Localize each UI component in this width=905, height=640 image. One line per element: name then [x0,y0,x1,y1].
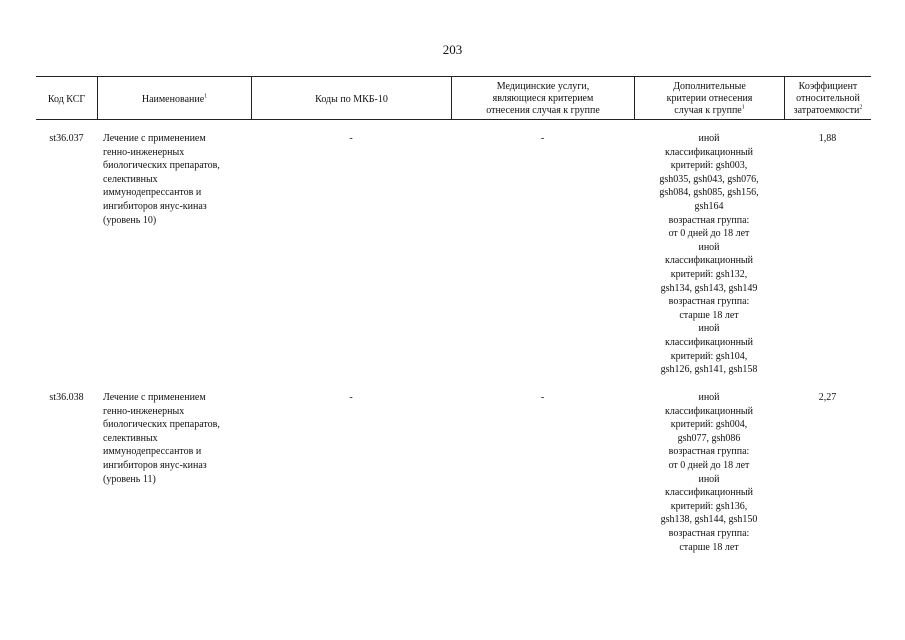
row-name [97,132,251,377]
cell-line: иной [698,392,720,403]
header-text [315,94,388,106]
cell-line: gsh035, gsh043, gsh076, [659,173,759,185]
cell-line: генно-инженерных [103,146,185,158]
header-line: Дополнительные [673,81,746,92]
header-text [142,94,207,106]
row-code: st36.038 [49,392,84,403]
row-additional-criteria [634,391,784,554]
header-additional-criteria [634,77,784,119]
cell-line: генно-инженерных [103,405,185,417]
row-medical-services: - [540,133,545,144]
cell-line: иной [698,241,720,253]
cell-line: критерий: gsh003, [670,160,748,172]
cell-line: gsh138, gsh144, gsh150 [660,514,758,526]
header-code [36,77,97,119]
table-header [36,76,871,120]
footnote-marker: 1 [204,93,208,100]
cell-line: критерий: gsh104, [670,350,748,362]
header-line: Код КСГ [47,94,86,105]
cell-line: возрастная группа: [668,446,750,458]
cell-line: селективных [103,173,158,185]
cell-line: иммунодепрессантов и [103,187,202,199]
cell-line: gsh126, gsh141, gsh158 [660,364,758,376]
cell-line: gsh084, gsh085, gsh156, [659,187,759,199]
cell-line: критерий: gsh004, [670,419,748,431]
row-icd-codes: - [349,133,353,144]
row-medical-services: - [540,392,545,403]
cell-line: иной [698,323,720,335]
cell-line: возрастная группа: [668,527,750,539]
header-coefficient [784,77,871,119]
row-coefficient: 1,88 [818,133,837,144]
cell-line: ингибиторов янус-киназ [103,459,207,471]
cell-line: классификационный [665,336,753,348]
cell-line: иной [698,133,720,144]
row-code: st36.037 [49,133,84,144]
table-row [36,132,871,377]
header-line: Наименование$^1$ [141,93,208,105]
cell-line: от 0 дней до 18 лет [668,459,750,471]
cell-line: (уровень 10) [103,214,157,226]
cell-line: Лечение с применением [103,392,206,403]
header-line: относительной [796,93,860,104]
header-text [667,81,753,117]
header-text [794,81,863,117]
page-number: 203 [442,42,463,57]
cell-line: иммунодепрессантов и [103,446,202,458]
cell-line: возрастная группа: [668,214,750,226]
cell-line: иной [698,473,720,485]
header-icd-codes [251,77,451,119]
cell-line: (уровень 11) [103,473,156,485]
cell-line: классификационный [665,405,753,417]
header-line: являющиеся критерием [492,93,594,104]
cell-line: Лечение с применением [103,133,206,144]
table-row [36,391,871,554]
cell-line: старше 18 лет [679,309,739,321]
cell-line: классификационный [665,487,753,499]
header-line: случая к группе$^1$ [674,104,745,116]
footnote-marker: 1 [741,104,745,111]
header-line: затратоемкости$^2$ [793,104,863,116]
header-line: Коды по МКБ-10 [315,94,388,105]
cell-line: критерий: gsh132, [670,268,748,280]
cell-line: старше 18 лет [679,541,739,553]
cell-line: gsh164 [694,200,724,212]
row-icd-codes: - [349,392,353,403]
cell-line: gsh134, gsh143, gsh149 [660,282,758,294]
header-text [486,81,600,117]
header-name [97,77,251,119]
row-additional-criteria [634,132,784,377]
header-line: отнесения случая к группе [486,105,600,116]
cell-line: критерий: gsh136, [670,500,748,512]
footnote-marker: 2 [859,104,863,111]
cell-line: ингибиторов янус-киназ [103,200,207,212]
row-coefficient: 2,27 [818,392,837,403]
header-line: Медицинские услуги, [496,81,590,92]
header-text [48,94,85,106]
header-line: Коэффициент [798,81,858,92]
cell-line: gsh077, gsh086 [677,432,741,444]
cell-line: классификационный [665,146,753,158]
header-medical-services [451,77,634,119]
cell-line: возрастная группа: [668,296,750,308]
cell-line: биологических препаратов, [103,160,220,172]
cell-line: селективных [103,432,158,444]
header-line: критерии отнесения [666,93,753,104]
cell-line: биологических препаратов, [103,419,220,431]
cell-line: от 0 дней до 18 лет [668,228,750,240]
row-name [97,391,251,554]
cell-line: классификационный [665,255,753,267]
